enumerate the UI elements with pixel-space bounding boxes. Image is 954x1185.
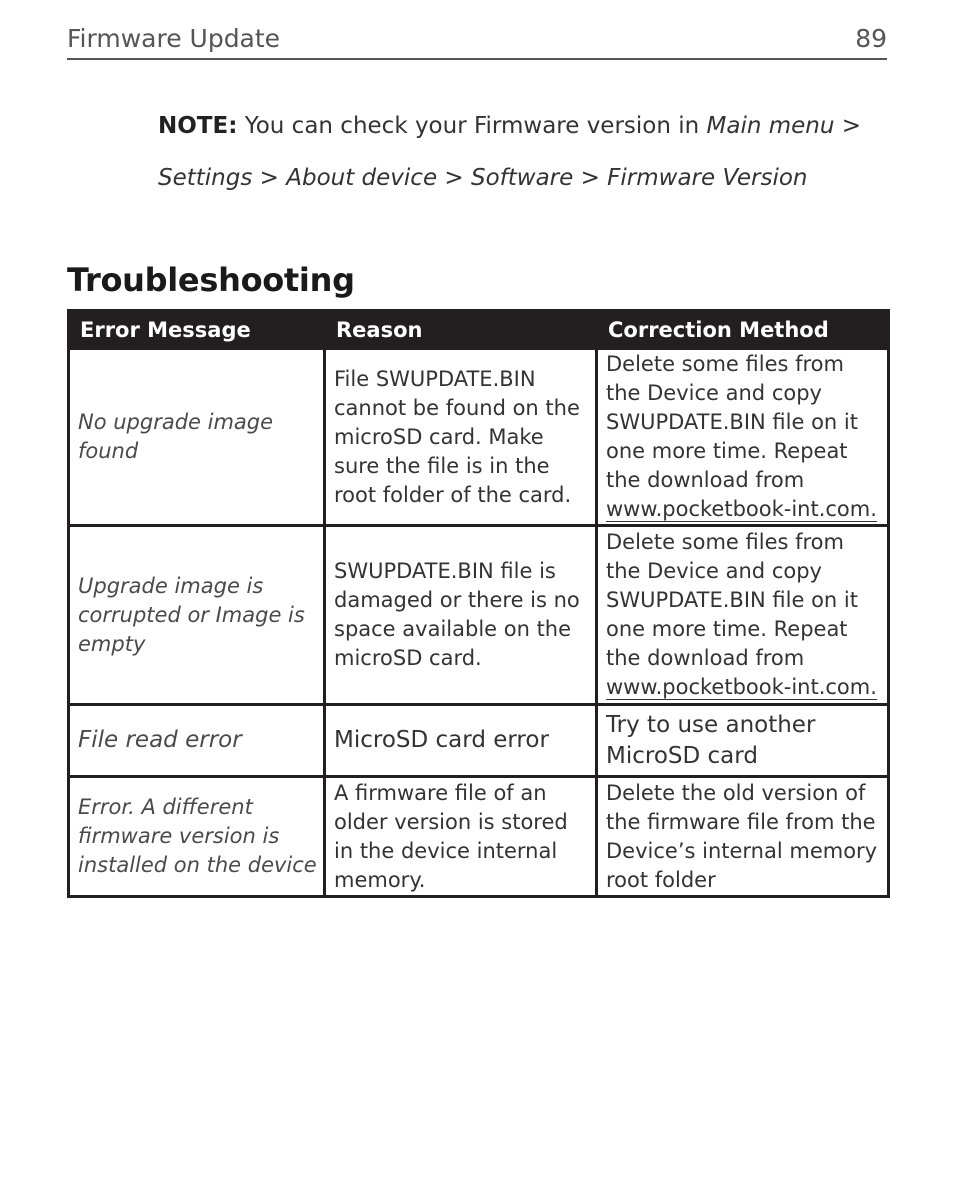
- correction-cell: [597, 349, 889, 526]
- page-header: [67, 22, 887, 60]
- table-row: [69, 777, 889, 897]
- correction-text: Delete some files from the Device and copy SWUPDATE.BIN file on it one more time. Repeat the download from: [606, 352, 858, 492]
- correction-cell: [597, 526, 889, 705]
- troubleshooting-table: [67, 309, 890, 898]
- column-header-correction-method: Correction Method: [597, 311, 889, 349]
- reason-cell: MicroSD card error: [325, 705, 597, 777]
- table-header-row: [69, 311, 889, 349]
- correction-cell: Delete the old version of the firmware file from the Device’s internal memory root folder: [597, 777, 889, 897]
- table-row: [69, 349, 889, 526]
- note-paragraph: [158, 100, 893, 204]
- error-message-cell: Upgrade image is corrupted or Image is empty: [69, 526, 325, 705]
- column-header-error-message: Error Message: [69, 311, 325, 349]
- section-heading: Troubleshooting: [67, 261, 355, 299]
- error-message-cell: File read error: [69, 705, 325, 777]
- website-link[interactable]: www.pocketbook-int.com.: [606, 497, 877, 521]
- correction-cell: Try to use another MicroSD card: [597, 705, 889, 777]
- error-message-cell: No upgrade image found: [69, 349, 325, 526]
- column-header-reason: Reason: [325, 311, 597, 349]
- reason-cell: SWUPDATE.BIN file is damaged or there is no space available on the microSD card.: [325, 526, 597, 705]
- reason-cell: File SWUPDATE.BIN cannot be found on the microSD card. Make sure the file is in the root folder of the card.: [325, 349, 597, 526]
- table-row: [69, 705, 889, 777]
- note-text: You can check your Firmware version in: [237, 113, 707, 139]
- reason-cell: A firmware file of an older version is stored in the device internal memory.: [325, 777, 597, 897]
- correction-text: Delete some files from the Device and copy SWUPDATE.BIN file on it one more time. Repeat the download from: [606, 530, 858, 670]
- table-row: [69, 526, 889, 705]
- error-message-cell: Error. A different firmware version is installed on the device: [69, 777, 325, 897]
- page-number: 89: [855, 24, 887, 53]
- note-label: NOTE:: [158, 113, 238, 139]
- website-link[interactable]: www.pocketbook-int.com.: [606, 675, 877, 699]
- section-title: Firmware Update: [67, 24, 281, 53]
- note-menu-path: Main menu > Settings > About device > Software > Firmware Version: [158, 113, 862, 191]
